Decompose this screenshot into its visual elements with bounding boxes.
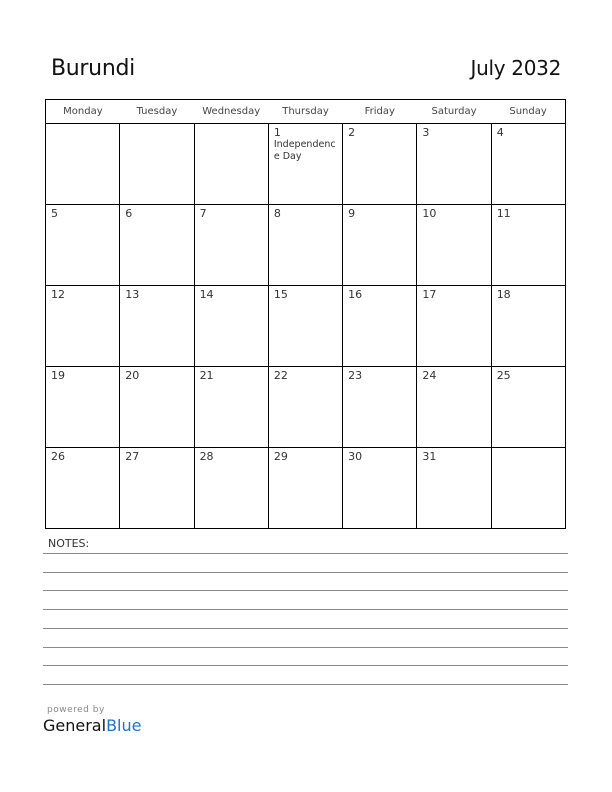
brand-blue: Blue xyxy=(106,716,142,735)
day-cell xyxy=(343,367,417,448)
day-number: 2 xyxy=(348,126,356,139)
day-cell xyxy=(268,448,342,529)
week-row xyxy=(46,205,566,286)
weekday-tuesday: Tuesday xyxy=(120,100,194,124)
weekday-monday: Monday xyxy=(46,100,120,124)
weekday-saturday: Saturday xyxy=(417,100,491,124)
day-number: 13 xyxy=(125,288,140,301)
notes-line xyxy=(43,647,568,648)
day-cell xyxy=(194,367,268,448)
week-row xyxy=(46,448,566,529)
notes-line xyxy=(43,590,568,591)
day-number: 10 xyxy=(422,207,437,220)
day-cell xyxy=(46,205,120,286)
day-cell xyxy=(491,286,565,367)
day-number: 9 xyxy=(348,207,356,220)
day-number: 16 xyxy=(348,288,363,301)
day-cell xyxy=(417,367,491,448)
day-number: 1 xyxy=(273,126,281,139)
day-cell xyxy=(343,448,417,529)
day-cell xyxy=(417,124,491,205)
day-number: 23 xyxy=(348,369,363,382)
day-number: 8 xyxy=(273,207,281,220)
day-cell xyxy=(120,205,194,286)
day-cell xyxy=(343,124,417,205)
day-cell xyxy=(268,205,342,286)
holiday-label: Independence Day xyxy=(273,139,336,162)
weekday-wednesday: Wednesday xyxy=(194,100,268,124)
day-cell xyxy=(194,286,268,367)
brand-general: General xyxy=(43,716,107,735)
weekday-sunday: Sunday xyxy=(491,100,565,124)
empty-day-cell xyxy=(194,124,268,205)
notes-line xyxy=(43,609,568,610)
notes-line xyxy=(43,628,568,629)
empty-day-cell xyxy=(120,124,194,205)
day-number: 27 xyxy=(125,450,140,463)
day-cell xyxy=(491,367,565,448)
day-cell xyxy=(120,286,194,367)
day-number: 21 xyxy=(199,369,214,382)
weekday-thursday: Thursday xyxy=(268,100,342,124)
empty-day-cell xyxy=(491,448,565,529)
week-row xyxy=(46,286,566,367)
day-cell xyxy=(491,124,565,205)
week-row xyxy=(46,124,566,205)
powered-by-label: powered by xyxy=(47,705,105,715)
day-number: 17 xyxy=(422,288,437,301)
day-cell xyxy=(343,205,417,286)
day-cell xyxy=(268,124,342,205)
day-number: 20 xyxy=(125,369,140,382)
day-cell xyxy=(491,205,565,286)
day-cell xyxy=(417,448,491,529)
day-cell xyxy=(120,367,194,448)
day-number: 26 xyxy=(51,450,65,463)
day-number: 3 xyxy=(422,126,430,139)
day-cell xyxy=(194,205,268,286)
day-number: 31 xyxy=(422,450,437,463)
day-number: 4 xyxy=(496,126,504,139)
day-cell xyxy=(120,448,194,529)
month-year-title: July 2032 xyxy=(470,56,561,80)
day-cell xyxy=(417,205,491,286)
day-cell xyxy=(343,286,417,367)
day-number: 29 xyxy=(273,450,288,463)
generalblue-logo xyxy=(43,716,141,735)
day-number: 6 xyxy=(125,207,133,220)
day-number: 11 xyxy=(496,207,511,220)
day-number: 19 xyxy=(51,369,65,382)
weekday-friday: Friday xyxy=(343,100,417,124)
notes-line xyxy=(43,684,568,685)
notes-line xyxy=(43,665,568,666)
notes-label: NOTES: xyxy=(48,537,90,550)
day-number: 22 xyxy=(273,369,288,382)
day-number: 5 xyxy=(51,207,58,220)
day-number: 15 xyxy=(273,288,288,301)
day-cell xyxy=(268,367,342,448)
day-cell xyxy=(46,286,120,367)
empty-day-cell xyxy=(46,124,120,205)
day-number: 28 xyxy=(199,450,214,463)
day-number: 24 xyxy=(422,369,437,382)
day-cell xyxy=(194,448,268,529)
notes-line xyxy=(43,553,568,554)
day-number: 18 xyxy=(496,288,511,301)
country-title: Burundi xyxy=(51,56,135,81)
day-cell xyxy=(46,448,120,529)
calendar-body xyxy=(46,124,566,529)
notes-line xyxy=(43,572,568,573)
day-number: 30 xyxy=(348,450,363,463)
day-cell xyxy=(417,286,491,367)
day-number: 7 xyxy=(199,207,207,220)
week-row xyxy=(46,367,566,448)
day-cell xyxy=(268,286,342,367)
day-cell xyxy=(46,367,120,448)
day-number: 12 xyxy=(51,288,65,301)
weekday-header-row xyxy=(46,100,566,124)
calendar-grid xyxy=(45,99,566,529)
day-number: 14 xyxy=(199,288,214,301)
day-number: 25 xyxy=(496,369,511,382)
